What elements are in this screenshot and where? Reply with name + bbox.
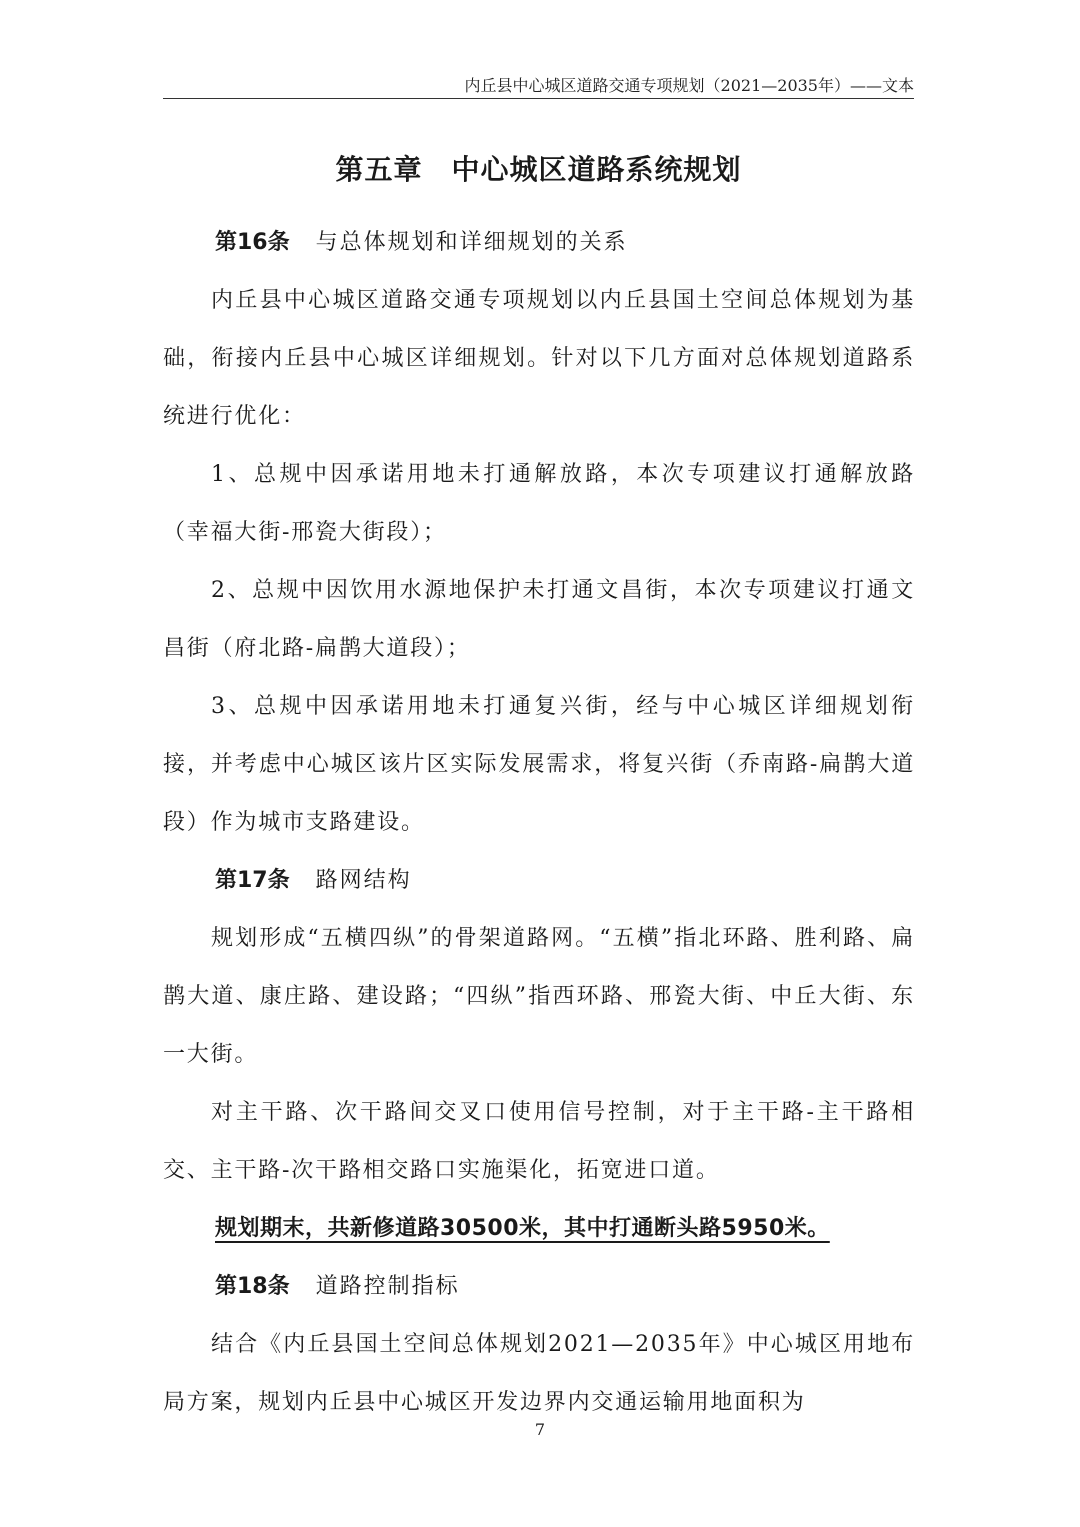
article-16-item-3: 3、总规中因承诺用地未打通复兴街，经与中心城区详细规划衔接，并考虑中心城区该片区实际发展需求，将复兴街（乔南路-扁鹊大道段）作为城市支路建设。 bbox=[163, 694, 915, 835]
article-16-title: 与总体规划和详细规划的关系 bbox=[315, 230, 628, 255]
article-17-title: 路网结构 bbox=[315, 868, 412, 893]
article-16-item-1: 1、总规中因承诺用地未打通解放路，本次专项建议打通解放路（幸福大街-邢瓷大街段）； bbox=[163, 462, 915, 545]
article-17-para-2: 对主干路、次干路间交叉口使用信号控制，对于主干路-主干路相交、主干路-次干路相交路口实施渠化，拓宽进口道。 bbox=[163, 1100, 915, 1183]
article-17-heading bbox=[163, 852, 915, 910]
article-18-title: 道路控制指标 bbox=[315, 1274, 460, 1299]
article-16-heading bbox=[163, 214, 915, 272]
page-number: 7 bbox=[534, 1420, 546, 1439]
article-16-number: 第16条 bbox=[215, 230, 290, 255]
article-18-para-1: 结合《内丘县国土空间总体规划2021—2035年》中心城区用地布局方案，规划内丘县中心城区开发边界内交通运输用地面积为 bbox=[163, 1332, 915, 1415]
running-header: 内丘县中心城区道路交通专项规划（2021—2035年）——文本 bbox=[464, 76, 914, 95]
header-rule bbox=[163, 98, 914, 99]
document-body bbox=[163, 214, 915, 1432]
article-17-para-1: 规划形成“五横四纵”的骨架道路网。“五横”指北环路、胜利路、扁鹊大道、康庄路、建设路；“四纵”指西环路、邢瓷大街、中丘大街、东一大街。 bbox=[163, 926, 915, 1067]
article-18-heading bbox=[163, 1258, 915, 1316]
article-17-emphasis-line bbox=[163, 1200, 915, 1258]
chapter-title: 第五章 中心城区道路系统规划 bbox=[335, 153, 742, 186]
article-17-emphasis: 规划期末，共新修道路30500米，其中打通断头路5950米。 bbox=[215, 1216, 830, 1241]
article-16-intro: 内丘县中心城区道路交通专项规划以内丘县国土空间总体规划为基础，衔接内丘县中心城区详细规划。针对以下几方面对总体规划道路系统进行优化： bbox=[163, 288, 915, 429]
article-16-item-2: 2、总规中因饮用水源地保护未打通文昌街，本次专项建议打通文昌街（府北路-扁鹊大道段）； bbox=[163, 578, 915, 661]
article-18-number: 第18条 bbox=[215, 1274, 290, 1299]
article-17-number: 第17条 bbox=[215, 868, 290, 893]
